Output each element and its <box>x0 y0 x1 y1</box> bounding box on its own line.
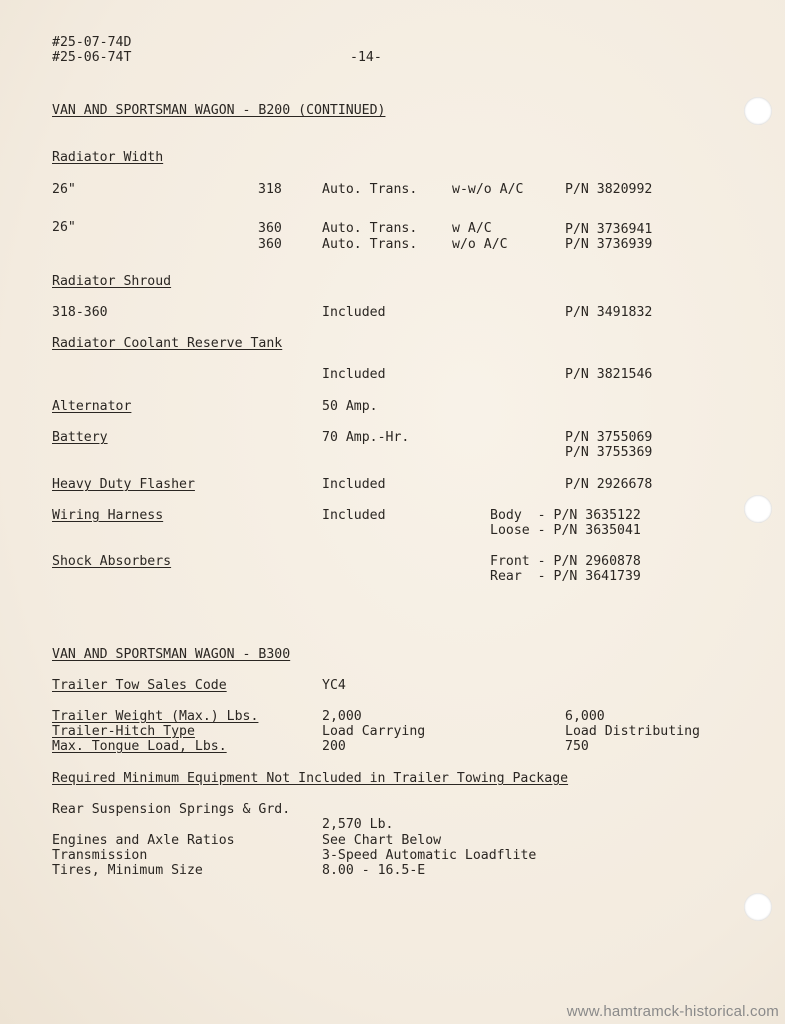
tongue-load-v1: 200 <box>322 739 346 754</box>
flasher-desc: Included <box>322 477 386 492</box>
watermark: www.hamtramck-historical.com <box>566 1003 779 1020</box>
flasher-pn: P/N 2926678 <box>565 477 653 492</box>
rw-row3-ac: w/o A/C <box>452 237 508 252</box>
rw-row3-engine: 360 <box>258 237 282 252</box>
alternator-label: Alternator <box>52 399 132 414</box>
hitch-type-v1: Load Carrying <box>322 724 426 739</box>
radiator-width-label: Radiator Width <box>52 150 164 165</box>
transmission-value: 3-Speed Automatic Loadflite <box>322 848 537 863</box>
radiator-shroud-pn: P/N 3491832 <box>565 305 653 320</box>
wiring-desc: Included <box>322 508 386 523</box>
wiring-label: Wiring Harness <box>52 508 164 523</box>
tires-value: 8.00 - 16.5-E <box>322 863 426 878</box>
section-title-b300: VAN AND SPORTSMAN WAGON - B300 <box>52 647 291 662</box>
battery-label: Battery <box>52 430 108 445</box>
shocks-label: Shock Absorbers <box>52 554 172 569</box>
engines-label: Engines and Axle Ratios <box>52 833 235 848</box>
page-number: -14- <box>350 50 382 65</box>
battery-desc: 70 Amp.-Hr. <box>322 430 410 445</box>
transmission-label: Transmission <box>52 848 148 863</box>
tires-label: Tires, Minimum Size <box>52 863 203 878</box>
rw-row3-trans: Auto. Trans. <box>322 237 418 252</box>
section-title-b200: VAN AND SPORTSMAN WAGON - B200 (CONTINUED) <box>52 103 386 118</box>
rw-row3-pn: P/N 3736939 <box>565 237 653 252</box>
rw-row1-engine: 318 <box>258 182 282 197</box>
rw-row2-pn: P/N 3736941 <box>565 222 653 237</box>
trailer-weight-v1: 2,000 <box>322 709 362 724</box>
hitch-type-v2: Load Distributing <box>565 724 700 739</box>
rw-row1-pn: P/N 3820992 <box>565 182 653 197</box>
rw-row2-size: 26" <box>52 220 76 235</box>
tongue-load-v2: 750 <box>565 739 589 754</box>
sales-code-label: Trailer Tow Sales Code <box>52 678 227 693</box>
punch-hole-bottom <box>744 893 772 921</box>
rw-row1-trans: Auto. Trans. <box>322 182 418 197</box>
shocks-rear-pn: Rear - P/N 3641739 <box>490 569 641 584</box>
coolant-tank-desc: Included <box>322 367 386 382</box>
trailer-weight-label: Trailer Weight (Max.) Lbs. <box>52 709 259 724</box>
tongue-load-label: Max. Tongue Load, Lbs. <box>52 739 227 754</box>
springs-label: Rear Suspension Springs & Grd. <box>52 802 291 817</box>
doc-id-1: #25-07-74D <box>52 35 132 50</box>
rw-row2-ac: w A/C <box>452 221 492 236</box>
battery-pn-1: P/N 3755069 <box>565 430 653 445</box>
trailer-weight-v2: 6,000 <box>565 709 605 724</box>
shocks-front-pn: Front - P/N 2960878 <box>490 554 641 569</box>
engines-value: See Chart Below <box>322 833 442 848</box>
battery-pn-2: P/N 3755369 <box>565 445 653 460</box>
rw-row1-size: 26" <box>52 182 76 197</box>
coolant-tank-label: Radiator Coolant Reserve Tank <box>52 336 283 351</box>
punch-hole-top <box>744 97 772 125</box>
hitch-type-label: Trailer-Hitch Type <box>52 724 195 739</box>
springs-value: 2,570 Lb. <box>322 817 394 832</box>
radiator-shroud-desc: Included <box>322 305 386 320</box>
rw-row1-ac: w-w/o A/C <box>452 182 524 197</box>
coolant-tank-pn: P/N 3821546 <box>565 367 653 382</box>
wiring-loose-pn: Loose - P/N 3635041 <box>490 523 641 538</box>
punch-hole-middle <box>744 495 772 523</box>
rw-row2-trans: Auto. Trans. <box>322 221 418 236</box>
alternator-desc: 50 Amp. <box>322 399 378 414</box>
radiator-shroud-range: 318-360 <box>52 305 108 320</box>
radiator-shroud-label: Radiator Shroud <box>52 274 172 289</box>
required-equipment-title: Required Minimum Equipment Not Included in Trailer Towing Package <box>52 771 569 786</box>
wiring-body-pn: Body - P/N 3635122 <box>490 508 641 523</box>
sales-code-value: YC4 <box>322 678 346 693</box>
rw-row2-engine: 360 <box>258 221 282 236</box>
flasher-label: Heavy Duty Flasher <box>52 477 195 492</box>
doc-id-2: #25-06-74T <box>52 50 132 65</box>
